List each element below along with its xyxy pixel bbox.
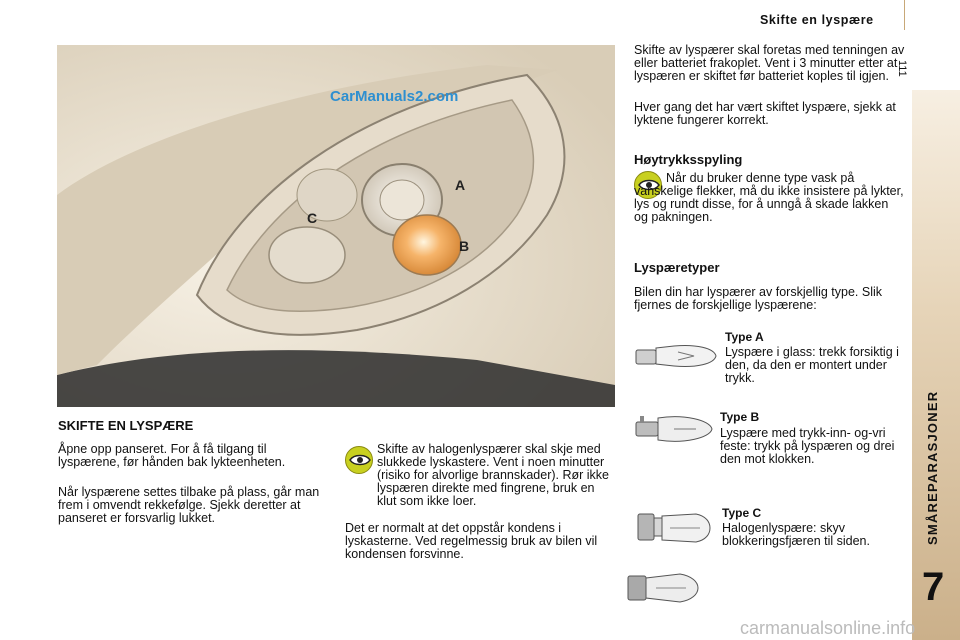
label-c: C <box>307 210 318 226</box>
section-title: SKIFTE EN LYSPÆRE <box>58 418 194 433</box>
type-a-text: Lyspære i glass: trekk forsiktig i den, da den er montert under trykk. <box>725 345 899 385</box>
note-paragraph-1: Skifte av halogenlyspærer skal skje med slukkede lyskastere. Vent i noen minutter (risiko for alvorlige brannskader). Rør ikke lyspæren direkte med fingrene, bruk en klut som ikke loer. <box>377 442 610 508</box>
type-b-label: Type B <box>720 410 760 424</box>
right-intro-2: Hver gang det har vært skiftet lyspære, sjekk at lyktene fungerer korrekt. <box>634 100 896 127</box>
eye-icon <box>345 446 373 474</box>
bulb-type-c-alt-icon <box>626 560 706 616</box>
types-title: Lyspæretyper <box>634 260 720 275</box>
label-b: B <box>459 238 470 254</box>
header-title: Skifte en lyspære <box>760 13 874 27</box>
chapter-tab <box>912 90 960 640</box>
bulb-type-a-icon <box>634 338 720 374</box>
bulb-type-c-icon <box>634 500 714 556</box>
bulb-type-b-icon <box>634 412 714 446</box>
chapter-tab-label: SMÅREPARASJONER <box>925 390 940 545</box>
type-b-text: Lyspære med trykk-inn- og-vri feste: trykk på lyspæren og drei den mot klokken. <box>720 426 895 466</box>
type-a-label: Type A <box>725 330 764 344</box>
hp-text: Når du bruker denne type vask på vanskelige flekker, må du ikke insistere på lykter, lys og rundt disse, for å unngå å skade lakken og pakningen. <box>634 171 904 224</box>
intro-paragraph-2: Når lyspærene settes tilbake på plass, går man frem i omvendt rekkefølge. Sjekk deretter at panseret er forsvarlig lukket. <box>58 485 320 525</box>
type-c-text: Halogenlyspære: skyv blokkeringsfjæren til siden. <box>722 521 870 548</box>
note-paragraph-2: Det er normalt at det oppstår kondens i lyskasterne. Ved regelmessig bruk av bilen vil kondensen forsvinne. <box>345 521 598 561</box>
header-divider <box>904 0 905 30</box>
intro-paragraph-1: Åpne opp panseret. For å få tilgang til lyspærene, før hånden bak lykteenheten. <box>58 442 286 469</box>
page-number: 111 <box>896 60 908 77</box>
chapter-number: 7 <box>922 565 945 609</box>
watermark-bottom[interactable]: carmanualsonline.info <box>740 618 916 638</box>
types-intro: Bilen din har lyspærer av forskjellig type. Slik fjernes de forskjellige lyspærene: <box>634 285 883 312</box>
type-c-label: Type C <box>722 506 762 520</box>
label-a: A <box>455 177 466 193</box>
watermark-top[interactable]: CarManuals2.com <box>330 88 459 105</box>
right-intro-1: Skifte av lyspærer skal foretas med tenningen av eller batteriet frakoplet. Vent i 3 minutter etter at lyspæren er skiftet før batteriet koples til igjen. <box>634 43 905 83</box>
hp-title: Høytrykksspyling <box>634 152 743 167</box>
